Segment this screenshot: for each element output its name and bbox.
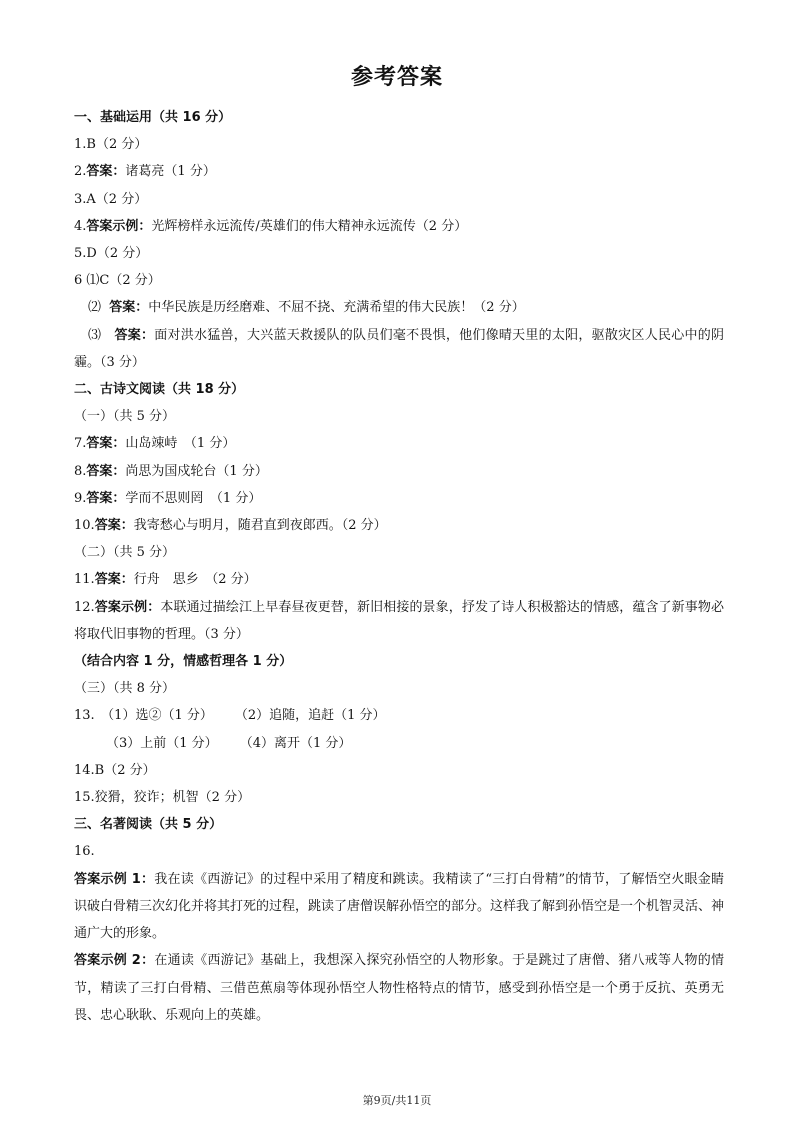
q6-2-number: ⑵ xyxy=(88,300,102,316)
q6-2-text: 中华民族是历经磨难、不屈不挠、充满希望的伟大民族！（2 分） xyxy=(148,300,525,316)
part-1-heading: （一）（共 5 分） xyxy=(74,409,176,425)
q8-number: 8. xyxy=(74,463,87,479)
q12-label: 答案示例： xyxy=(94,599,161,615)
q13-item-4: （4）离开（1 分） xyxy=(239,735,352,751)
answer-q9 xyxy=(74,485,724,512)
q6-3-label: 答案： xyxy=(114,327,155,343)
part-2-heading: （二）（共 5 分） xyxy=(74,545,176,561)
q8-label: 答案： xyxy=(86,463,126,479)
q9-number: 9. xyxy=(74,490,87,506)
answer-q11 xyxy=(74,566,724,593)
example-1-label: 答案示例 1： xyxy=(74,871,155,887)
q12-text: 本联通过描绘江上早春昼夜更替，新旧相接的景象，抒发了诗人积极豁达的情感，蕴含了新事物必将取代旧事物的哲理。（3 分） xyxy=(74,599,724,642)
q11-number: 11. xyxy=(74,572,95,588)
section-heading-basic: 一、基础运用（共 16 分） xyxy=(74,110,232,125)
answer-q6-3 xyxy=(74,322,724,376)
q6-3-text: 面对洪水猛兽，大兴蓝天救援队的队员们毫不畏惧，他们像晴天里的太阳，驱散灾区人民心中的阴霾。（3 分） xyxy=(74,327,724,370)
answer-q10 xyxy=(74,512,724,539)
q10-label: 答案： xyxy=(94,518,134,534)
q13-item-3: （3）上前（1 分） xyxy=(106,735,218,751)
q10-number: 10. xyxy=(74,518,95,534)
answer-q5: 5.D（2 分） xyxy=(74,246,149,262)
answer-q6-1: 6 ⑴C（2 分） xyxy=(74,273,161,289)
answer-q16-example-2 xyxy=(74,947,724,1029)
q6-2-label: 答案： xyxy=(109,300,149,316)
q13-item-1: 13. （1）选②（1 分） xyxy=(74,708,213,724)
q12-scoring-note: （结合内容 1 分，情感哲理各 1 分） xyxy=(74,654,293,670)
q4-text: 光辉榜样永远流传/英雄们的伟大精神永远流传（2 分） xyxy=(151,218,468,234)
page-title: 参考答案 xyxy=(350,65,443,90)
q7-number: 7. xyxy=(74,436,87,452)
answer-q7 xyxy=(74,430,724,457)
q2-text: 诸葛亮（1 分） xyxy=(125,164,216,180)
answer-q1: 1.B（2 分） xyxy=(74,137,148,153)
answer-q12 xyxy=(74,594,724,648)
section-heading-classical: 二、古诗文阅读（共 18 分） xyxy=(74,382,245,398)
q4-number: 4. xyxy=(74,218,87,234)
q13-item-2: （2）追随，追赶（1 分） xyxy=(234,708,386,724)
q4-label: 答案示例： xyxy=(86,218,152,234)
example-2-text: 在通读《西游记》基础上，我想深入探究孙悟空的人物形象。于是跳过了唐僧、猪八戒等人物的情节，精读了三打白骨精、三借芭蕉扇等体现孙悟空人物性格特点的情节，感受到孙悟空是一个勇于反抗、英勇无畏、忠心耿耿、乐观向上的英雄。 xyxy=(74,953,724,1023)
answer-q4 xyxy=(74,213,724,240)
answer-q3: 3.A（2 分） xyxy=(74,191,148,207)
answer-q2 xyxy=(74,158,724,185)
q11-text: 行舟 思乡 （2 分） xyxy=(133,572,257,588)
q12-number: 12. xyxy=(74,599,95,615)
example-2-label: 答案示例 2： xyxy=(74,953,155,969)
q8-text: 尚思为国戍轮台（1 分） xyxy=(125,463,268,479)
answer-content xyxy=(74,104,724,1029)
page-number-footer: 第9页/共11页 xyxy=(362,1094,432,1107)
q7-text: 山岛竦峙 （1 分） xyxy=(125,436,236,452)
answer-q8 xyxy=(74,458,724,485)
q2-label: 答案： xyxy=(86,164,126,180)
example-1-text: 我在读《西游记》的过程中采用了精度和跳读。我精读了“三打白骨精”的情节，了解悟空火眼金睛识破白骨精三次幻化并将其打死的过程，跳读了唐僧误解孙悟空的部分。这样我了解到孙悟空是一个机智灵活、神通广大的形象。 xyxy=(74,871,725,942)
q7-label: 答案： xyxy=(86,436,126,452)
part-3-heading: （三）（共 8 分） xyxy=(74,681,176,697)
q9-label: 答案： xyxy=(86,490,126,506)
q9-text: 学而不思则罔 （1 分） xyxy=(125,490,262,506)
q11-label: 答案： xyxy=(94,572,134,588)
answer-q16-example-1 xyxy=(74,866,724,948)
answer-q13-row1 xyxy=(74,702,724,729)
answer-q16: 16. xyxy=(74,844,95,860)
q6-3-number: ⑶ xyxy=(88,327,102,343)
answer-q6-2 xyxy=(74,294,724,321)
answer-q15: 15.狡猾，狡诈；机智（2 分） xyxy=(74,790,251,806)
section-heading-classics: 三、名著阅读（共 5 分） xyxy=(74,817,223,833)
q10-text: 我寄愁心与明月，随君直到夜郎西。（2 分） xyxy=(133,518,387,534)
answer-q14: 14.B（2 分） xyxy=(74,762,156,778)
q2-number: 2. xyxy=(74,164,87,180)
answer-q13-row2 xyxy=(74,730,724,757)
